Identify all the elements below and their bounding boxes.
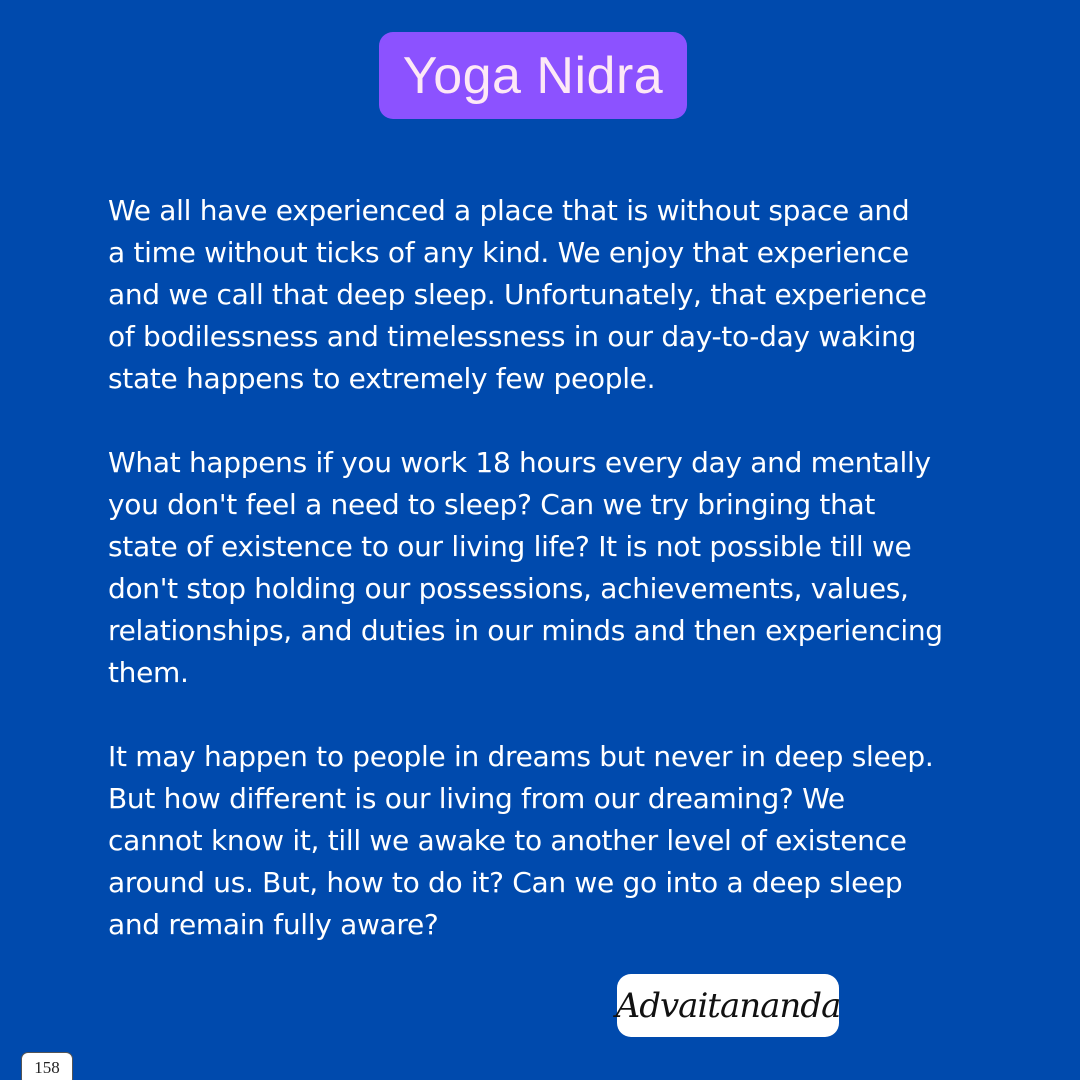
- signature-badge: [617, 974, 839, 1037]
- page-number-badge: [21, 1052, 73, 1080]
- signature: Advaitananda: [615, 985, 841, 1026]
- paragraph-3: It may happen to people in dreams but never in deep sleep. But how different is our living from our dreaming? We cannot know it, till we awake to another level of existence around us. But, how to do it? Can we go into a deep sleep and remain fully aware?: [108, 740, 934, 941]
- page-number: 158: [34, 1058, 60, 1077]
- paragraph-1: We all have experienced a place that is without space and a time without ticks of any kind. We enjoy that experience and we call that deep sleep. Unfortunately, that experience of bodilessness and timelessness in our day-to-day waking state happens to extremely few people.: [108, 194, 927, 395]
- page-title: Yoga Nidra: [402, 46, 664, 105]
- paragraph-2: What happens if you work 18 hours every day and mentally you don't feel a need to sleep? Can we try bringing that state of existence to our living life? It is not possible till we don't stop holding our possessions, achievements, values, relationships, and duties in our minds and then experiencing them.: [108, 446, 943, 689]
- title-badge: [379, 32, 687, 119]
- body-text: [108, 190, 1008, 946]
